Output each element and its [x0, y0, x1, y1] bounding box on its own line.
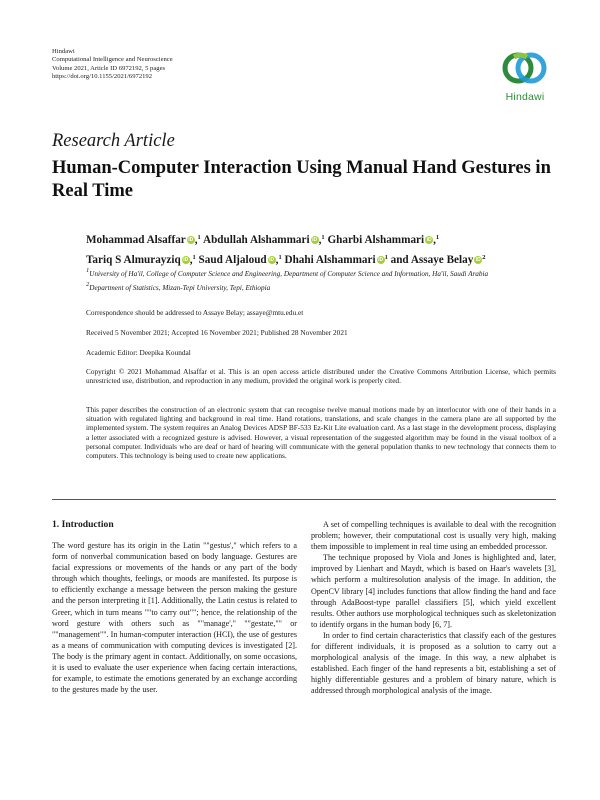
affiliation [86, 280, 546, 293]
paper-title: Human-Computer Interaction Using Manual Hand Gestures in Real Time [52, 158, 551, 201]
journal-name: Computational Intelligence and Neuroscience [52, 56, 173, 64]
affiliation-marker: 1 [278, 254, 282, 261]
left-paragraphs [52, 540, 297, 695]
author-name: Saud Aljaloud [198, 254, 267, 266]
body-paragraph: In order to find certain characteristics that classify each of the gestures for different individuals, it is proposed as a solution to carry out a morphological analysis of the image. In this way, a new alphabet is established. Each finger of the hand represents a bit, establishing a set of highly differentiable gestures and a problem of binary nature, which is addressed through morphological analysis of the image. [311, 630, 556, 696]
affiliation-marker: 2 [482, 254, 486, 261]
author-name: Tariq S Almurayziq [86, 254, 181, 266]
orcid-icon[interactable]: iD [183, 257, 189, 263]
orcid-icon[interactable]: iD [378, 257, 384, 263]
author-name: Mohammad Alsaffar [86, 234, 186, 246]
body-paragraph: A set of compelling techniques is available to deal with the recognition problem; however, their computational cost is usually very high, making them impossible to implement in real time using an embedded processor. [311, 520, 556, 552]
orcid-icon[interactable]: iD [312, 237, 318, 243]
journal-meta [52, 48, 312, 81]
affiliation-number: 2 [86, 281, 90, 289]
academic-editor: Academic Editor: Deepika Koundal [86, 348, 191, 357]
affiliations [86, 266, 546, 294]
affiliation-text: Department of Statistics, Mizan-Tepi University, Tepi, Ethiopia [89, 284, 271, 293]
journal-doi[interactable]: https://doi.org/10.1155/2021/6972192 [52, 72, 153, 80]
correspondence: Correspondence should be addressed to Assaye Belay; assaye@mtu.edu.et [86, 308, 304, 317]
journal-volume: Volume 2021, Article ID 6972192, 5 pages [52, 64, 166, 72]
section-heading: 1. Introduction [52, 519, 114, 530]
affiliation-marker: 1 [435, 234, 440, 241]
orcid-icon[interactable]: iD [269, 257, 275, 263]
orcid-icon[interactable]: iD [188, 237, 194, 243]
publisher-name: Hindawi [52, 48, 75, 55]
body-paragraph: The technique proposed by Viola and Jones is highlighted and, later, improved by Lienhart and Maydt, which is based on Haar's wavelets [3], which perform a multiresolution analysis of the image. In addition, the OpenCV library [4] includes functions that allow finding the hand and face through AdaBoost-type parallel classifiers [5], which yield excellent results. Other authors use morphological techniques such as skeletonization to identify organs in the human body [6, 7]. [311, 553, 556, 629]
affiliation-marker: 1 [384, 254, 388, 261]
author-list: Mohammad Alsaffar iD ,$^1$ Abdullah Alshammari iD ,$^1$ Gharbi Alshammari iD ,$^1$ Tariq S Almurayziq iD ,$^1$ Saud Aljaloud iD ,$^1$ Dhahi Alshammari iD $^1$ and Assaye Belay iD $^2$ [86, 234, 486, 266]
author-name: Assaye Belay [410, 254, 474, 266]
right-paragraphs [311, 519, 556, 697]
section-divider [52, 499, 556, 500]
author-joiner: and [387, 254, 411, 266]
author-name: Dhahi Alshammari [284, 254, 376, 266]
logo-wordmark: Hindawi [505, 91, 545, 103]
publication-dates: Received 5 November 2021; Accepted 16 November 2021; Published 28 November 2021 [86, 328, 348, 337]
affiliation-number: 1 [86, 267, 90, 274]
orcid-icon[interactable]: iD [475, 257, 481, 263]
article-type: Research Article [52, 131, 175, 151]
copyright-notice: Copyright © 2021 Mohammad Alsaffar et al. This is an open access article distributed under the Creative Commons Attribution License, which permits unrestricted use, distribution, and reproduction in any medium, provided the original work is properly cited. [86, 367, 556, 385]
body-paragraph: The word gesture has its origin in the Latin ""gestus'," which refers to a form of nonverbal communication based on body language. Gestures are facial expressions or movements of the hands or any part of the body through which thoughts, feelings, or moods are manifested. Its purpose is to efficiently exchange a message between the person making the gesture and the person interpreting it [1]. Additionally, the Latin cestus is related to Greer, which in turn means ""to carry out""; hence, the relationship of the word gesture with others such as ""manage'," ""gestate,"" or ""management"". In human-computer interaction (HCI), the use of gestures as a means of communication with computing devices is investigated [2]. The body is the primary agent in contact. Additionally, on some occasions, it is used to evaluate the user experience when facing certain interactions, for example, to estimate the emotions generated by an exchange according to the gestures made by the user. [52, 541, 297, 695]
affiliation-marker: 1 [321, 234, 325, 241]
abstract: This paper describes the construction of an electronic system that can recognise twelve manual motions made by an interlocutor with one of their hands in a situation with regulated lighting and background in real time. Hand rotations, translations, and scale changes in the camera plane are all supported by the implemented system. The system requires an Analog Devices ADSP BF-533 Ez-Kit Lite evaluation card. As a last stage in the development process, displaying a letter associated with a recognized gesture is advised. However, a visual representation of the suggested algorithm may be found in the visual toolbox of a personal computer. Individuals who are deaf or hard of hearing will communicate with the general population thanks to new technology that connects them to computers. This technology is being used to create new applications. [86, 405, 556, 461]
affiliation-marker: 1 [192, 254, 196, 261]
affiliation-marker: 1 [197, 234, 201, 241]
affiliation-text: University of Ha'il, College of Computer Science and Engineering, Department of Computer Science and Information, Ha'il, Saudi Arabia [89, 270, 489, 278]
orcid-icon[interactable]: iD [426, 237, 432, 243]
author-name: Abdullah Alshammari [202, 234, 310, 246]
right-column [311, 519, 556, 697]
author-name: Gharbi Alshammari [327, 234, 425, 246]
affiliation [86, 266, 546, 279]
left-column [52, 519, 297, 695]
